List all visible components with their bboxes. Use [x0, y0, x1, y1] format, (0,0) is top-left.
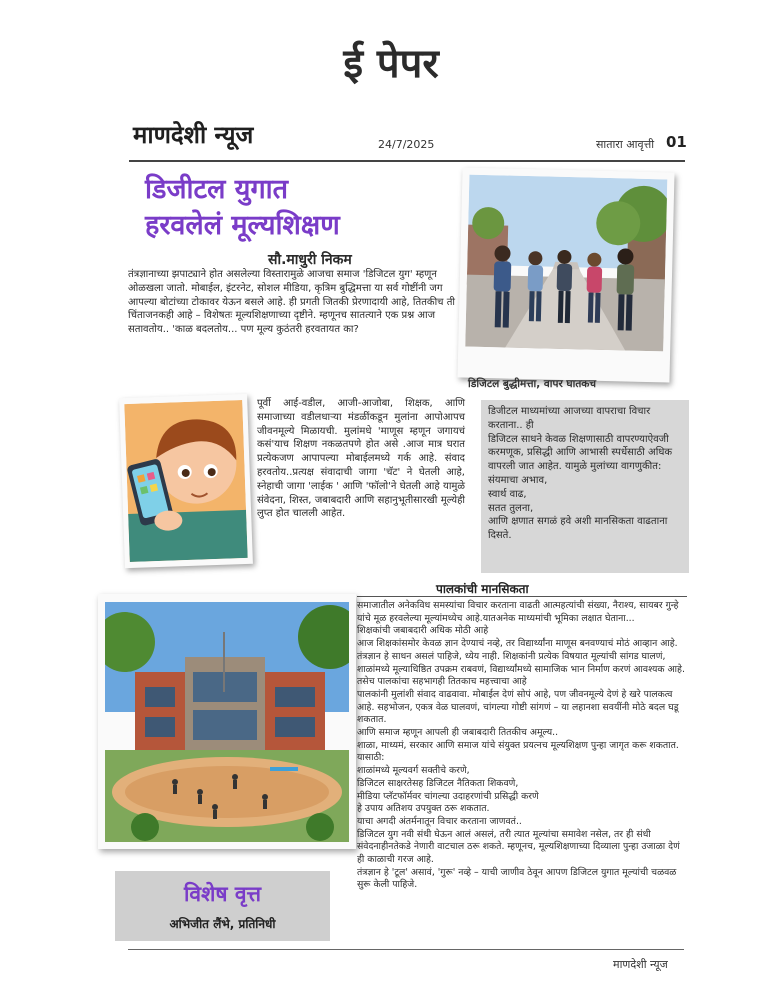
- children-walking-photo: [457, 167, 674, 382]
- section-line: आज शिक्षकांसमोर केवळ ज्ञान देण्याचं नव्हे, तर विद्यार्थ्यांना माणूस बनवण्याचं मोठं आव्हान आहे. तंत्रज्ञान हे साधन असलं पाहिजे, ध्येय नाही. शिक्षकांनी प्रत्येक विषयात मूल्यांची सांगड घालणं, शाळांमध्ये मूल्याधिष्ठित उपक्रम राबवणं, विद्यार्थ्यांमध्ये सामाजिक भान निर्माण करणं आवश्यक आहे.: [357, 638, 685, 675]
- footer-masthead: माणदेशी न्यूज: [613, 958, 668, 971]
- masthead-divider: [129, 160, 685, 162]
- edition-label: सातारा आवृत्ती: [596, 138, 655, 151]
- section-heading: पालकांची मानसिकता: [436, 582, 529, 596]
- section-line: तंत्रज्ञान हे 'टूल' असावं, 'गुरू' नव्हे – याची जाणीव ठेवून आपण डिजिटल युगात मूल्यांची चळवळ सुरू केली पाहिजे.: [357, 866, 677, 891]
- section-line: शाळा, माध्यमं, सरकार आणि समाज यांचे संयुक्त प्रयत्नच मूल्यशिक्षण पुन्हा जागृत करू शकतात. यासाठी:: [357, 739, 679, 764]
- boy-with-phone-illustration: [119, 394, 253, 568]
- article-headline: [145, 172, 475, 244]
- section-line: तसेच पालकांचा सहभागही तितकाच महत्त्वाचा आहे: [357, 676, 527, 688]
- section-line: डिजिटल साक्षरतेसह डिजिटल नैतिकता शिकवणे,: [357, 777, 519, 789]
- special-report-title: विशेष वृत्त: [183, 882, 262, 906]
- photo-caption: डिजिटल बुद्धीमत्ता, वापर घातकच: [468, 378, 597, 390]
- special-report-byline: अभिजीत लैंभे, प्रतिनिधी: [169, 917, 276, 931]
- box-line: संयमाचा अभाव,: [488, 474, 548, 486]
- school-building-photo: [98, 594, 356, 849]
- school-image: [105, 602, 349, 842]
- digital-media-box: [481, 400, 689, 573]
- cartoon-boy-image: [124, 400, 247, 562]
- children-walking-image: [465, 175, 667, 352]
- article-intro: तंत्रज्ञानाच्या झपाट्याने होत असलेल्या विस्तारामुळे आजचा समाज 'डिजिटल युग' म्हणून ओळखला जातो. मोबाईल, इंटरनेट, सोशल मीडिया, कृत्रिम बुद्धिमत्ता या सर्व गोष्टींनी जग आपल्या बोटांच्या टोकावर येऊन बसले आहे. ही प्रगती जितकी प्रेरणादायी आहे, तितकीच ती चिंताजनकही आहे – विशेषतः मूल्यशिक्षणाच्या दृष्टीने. म्हणूनच सातत्याने एक प्रश्न आज सतावतोय.. 'काळ बदलतोय... पण मूल्य कुठंतरी हरवतायत का?: [128, 269, 455, 336]
- box-line: स्वार्थ वाढ,: [488, 488, 527, 500]
- page-number: 01: [666, 133, 687, 151]
- epaper-heading: ई पेपर: [343, 41, 439, 87]
- section-line: समाजातील अनेकविध समस्यांचा विचार करताना वाढती आत्महत्यांची संख्या, नैराश्य, सायबर गुन्हे यांचे मूळ हरवलेल्या मूल्यांमध्येच आहे.यातअनेक माध्यमांची भूमिका लक्षात घेताना...: [357, 600, 679, 624]
- section-line: शाळांमध्ये मूल्यवर्ग सक्तीचे करणे,: [357, 765, 470, 777]
- section-divider: [357, 596, 687, 597]
- issue-date: 24/7/2025: [378, 138, 435, 151]
- article-paragraph-2: पूर्वी आई-वडील, आजी-आजोबा, शिक्षक, आणि समाजाच्या वडीलधाऱ्या मंडळींकडून मुलांना आपोआपच जीवनमूल्ये मिळायची. मुलांमधे 'माणूस म्हणून जगायचं कसं'याच शिक्षण नकळतपणे होत असे .आज मात्र घरात प्रत्येकजण आपापल्या मोबाईलमध्ये गर्क आहे. संवाद हरवतोय..प्रत्यक्ष संवादाची जागा 'चॅट' ने घेतली आहे, स्नेहाची जागा 'लाईक ' आणि 'फॉलो'ने घेतली आहे यामुळे संवेदना, शिस्त, जबाबदारी आणि सहानुभूतीसारखी मूल्येही लुप्त होत चालली आहेत.: [257, 398, 465, 520]
- section-line: डिजिटल युग नवी संधी घेऊन आलं असलं, तरी त्यात मूल्यांचा समावेश नसेल, तर ही संधी संवेदनाहीनतेकडे नेणारी वाटचाल ठरू शकते. म्हणूनच, मूल्यशिक्षणाच्या दिव्याला पुन्हा उजाळा देणं ही काळाची गरज आहे.: [357, 828, 680, 866]
- digital-media-box-text: [488, 405, 684, 543]
- box-line: डिजिटल साधने केवळ शिक्षणासाठी वापरण्याऐवजी करमणूक, प्रसिद्धी आणि आभासी स्पर्धेसाठी अधिक वापरली जात आहेत. यामुळे मुलांच्या वागणुकीत:: [488, 433, 673, 473]
- article-author: सौ.माधुरी निकम: [268, 252, 352, 268]
- section-line: आणि समाज म्हणून आपली ही जबाबदारी तितकीच अमूल्य..: [357, 727, 559, 739]
- section-body: [357, 600, 687, 892]
- masthead-name: माणदेशी न्यूज: [133, 121, 254, 149]
- section-line: पालकांनी मुलांशी संवाद वाढवावा. मोबाईल देणं सोपं आहे, पण जीवनमूल्ये देणं हे खरे पालकत्व आहे. सहभोजन, एकत्र वेळ घालवणं, चांगल्या गोष्टी सांगणं – या लहानशा सवयींनी मोठे बदल घडू शकतात.: [357, 688, 679, 726]
- section-line: याचा अगदी अंतर्मनातून विचार करताना जाणवतं..: [357, 815, 522, 827]
- footer-divider: [128, 949, 684, 950]
- section-line: शिक्षकांची जबाबदारी अधिक मोठी आहे: [357, 625, 489, 637]
- section-line: हे उपाय अतिशय उपयुक्त ठरू शकतात.: [357, 803, 490, 815]
- headline-line-2: हरवलेलं मूल्यशिक्षण: [145, 210, 340, 241]
- box-line: डिजीटल माध्यमांच्या आजच्या वापराचा विचार करताना.. ही: [488, 406, 651, 431]
- box-line: आणि क्षणात सगळं हवे अशी मानसिकता वाढताना दिसते.: [488, 516, 668, 542]
- special-report-box: [115, 871, 330, 941]
- section-line: मीडिया प्लॅटफॉर्मवर चांगल्या उदाहरणांची प्रसिद्धी करणे: [357, 790, 539, 802]
- headline-line-1: डिजीटल युगात: [145, 174, 289, 205]
- box-line: सतत तुलना,: [488, 502, 534, 514]
